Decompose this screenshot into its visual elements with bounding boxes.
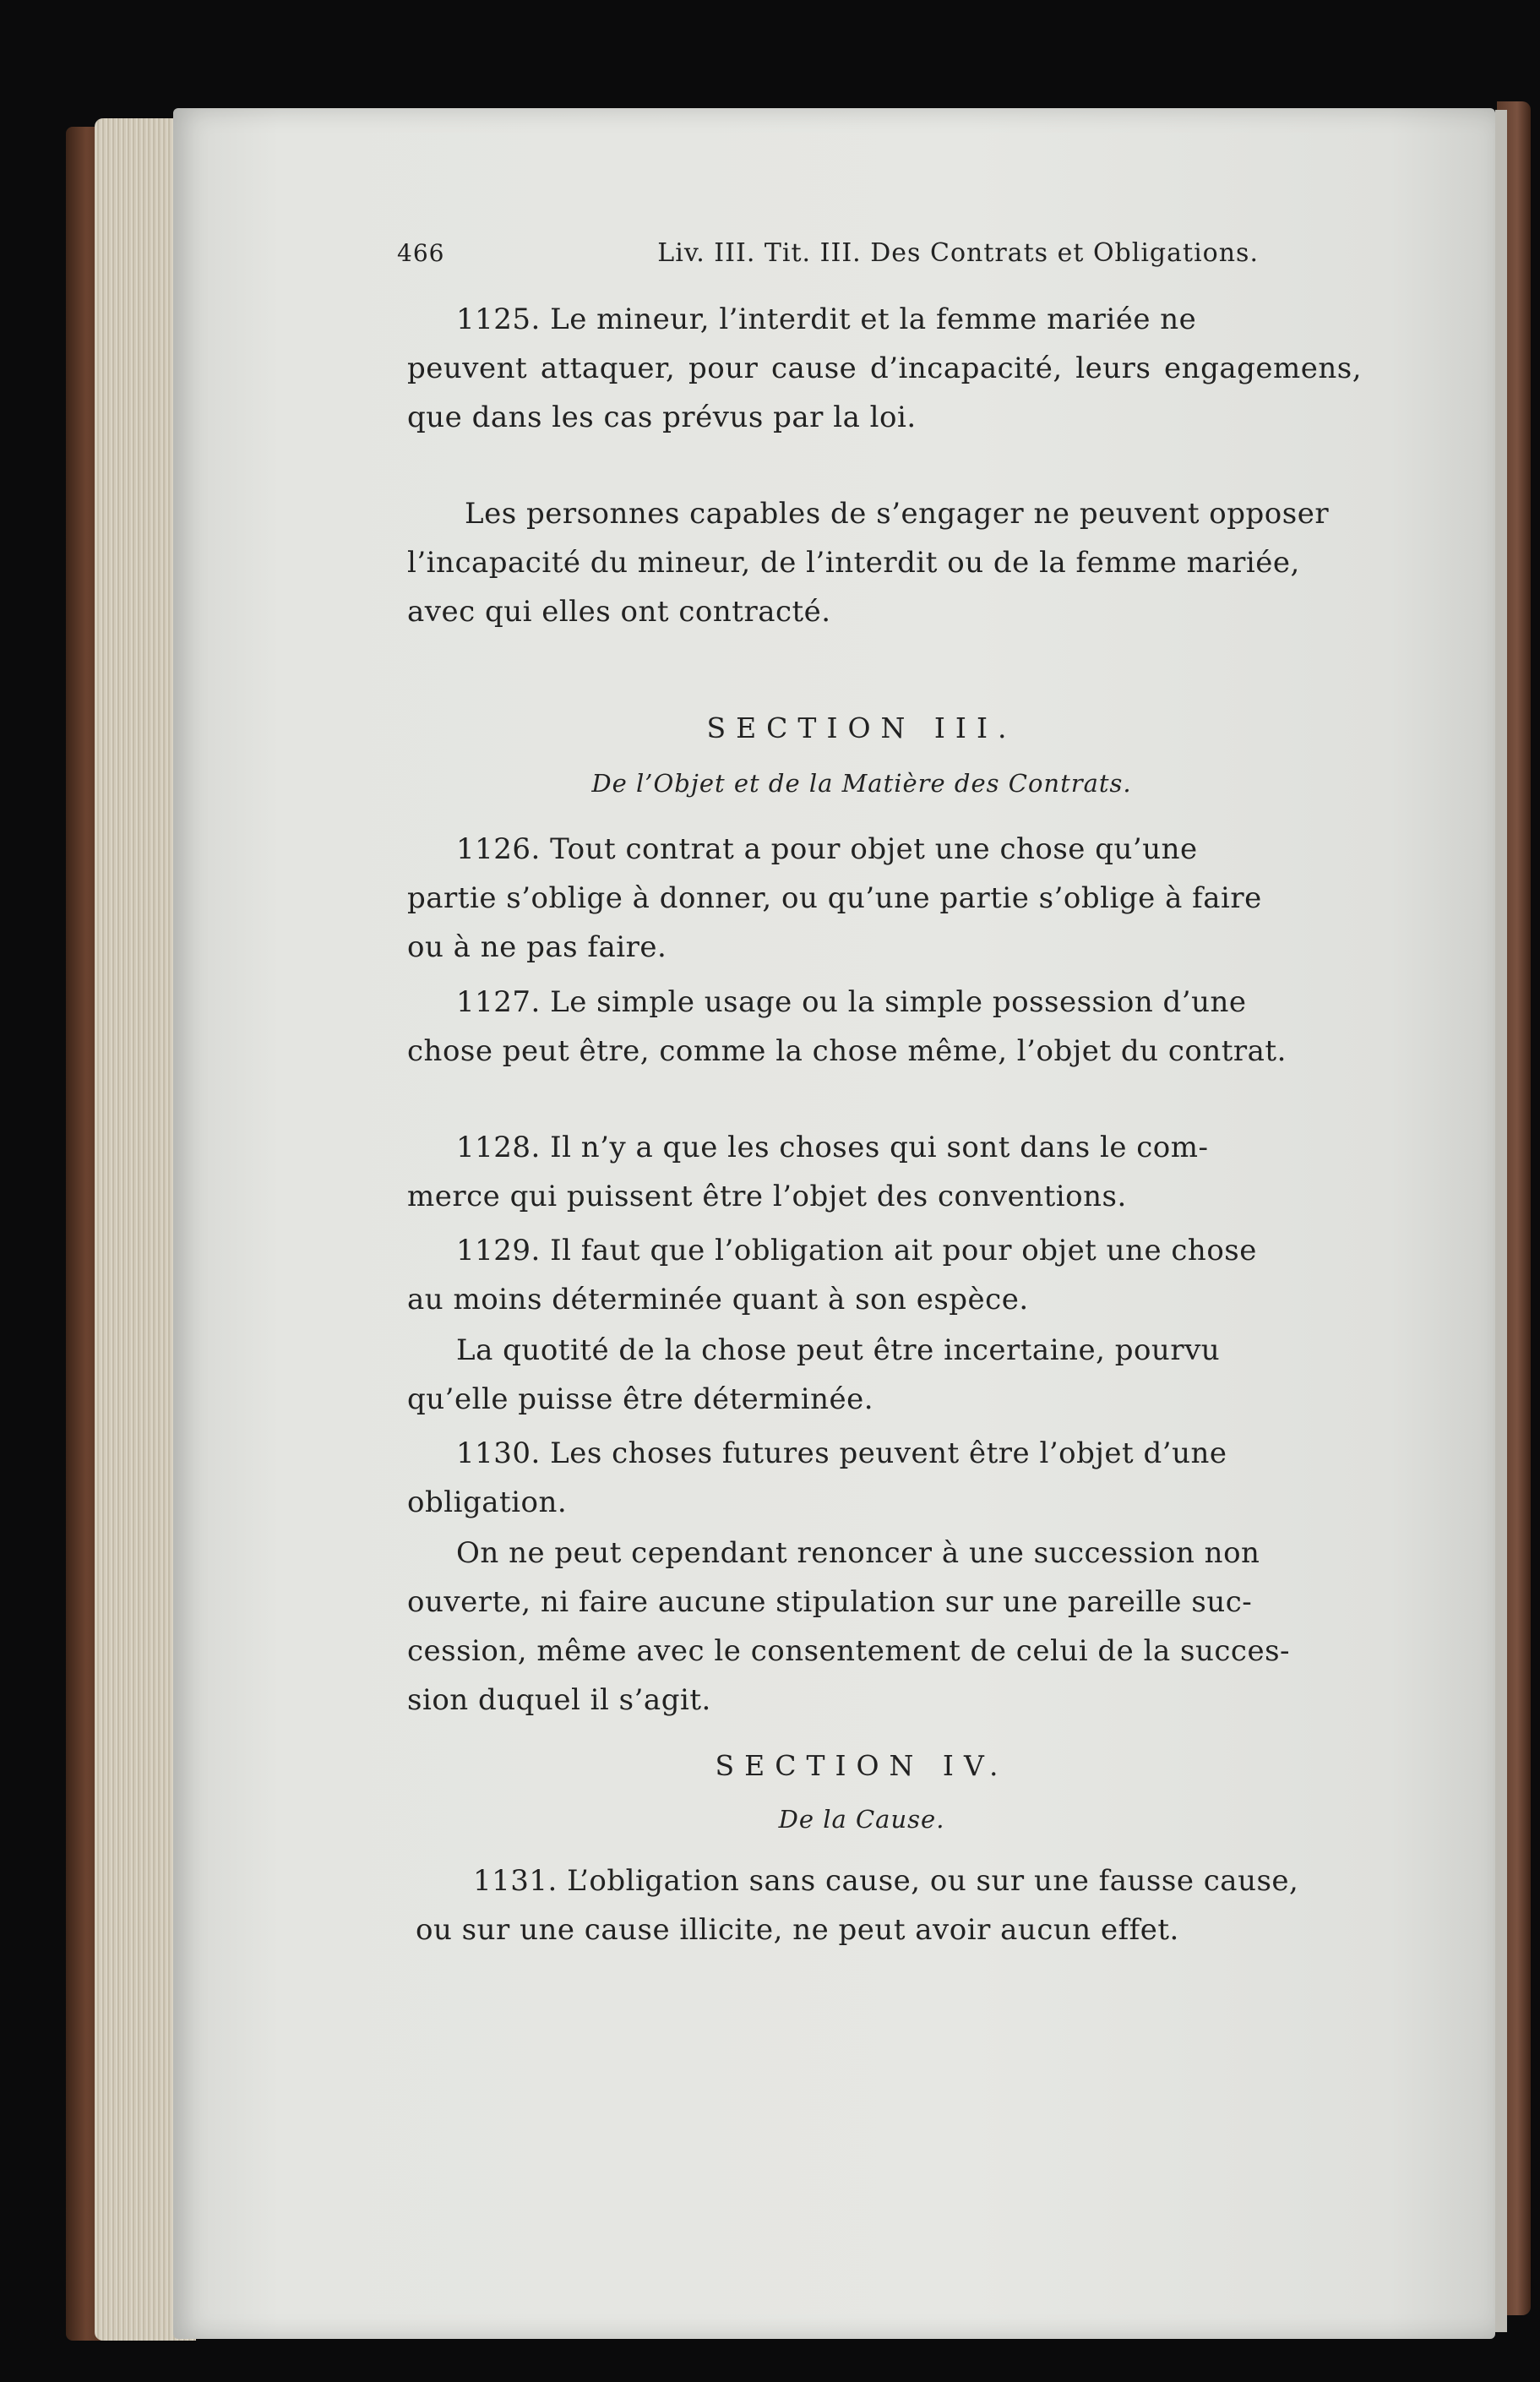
text-line: 1128. Il n’y a que les choses qui sont dans le com- <box>456 1131 1209 1164</box>
text-line: sion duquel il s’agit. <box>407 1683 711 1717</box>
section-subtitle: De l’Objet et de la Matière des Contrats. <box>591 769 1132 798</box>
text-line: chose peut être, comme la chose même, l’objet du contrat. <box>407 1034 1287 1068</box>
text-line: qu’elle puisse être déterminée. <box>407 1382 874 1416</box>
text-line: La quotité de la chose peut être incertaine, pourvu <box>456 1333 1221 1367</box>
text-line: ouverte, ni faire aucune stipulation sur une pareille suc- <box>407 1585 1253 1619</box>
text-line: On ne peut cependant renoncer à une succession non <box>456 1536 1260 1570</box>
text-line: que dans les cas prévus par la loi. <box>407 401 917 434</box>
text-line: merce qui puissent être l’objet des conventions. <box>407 1180 1127 1213</box>
text-line: 1130. Les choses futures peuvent être l’objet d’une <box>456 1436 1227 1470</box>
text-line: peuvent attaquer, pour cause d’incapacité, leurs engagemens, <box>407 352 1362 385</box>
text-line: ou à ne pas faire. <box>407 930 667 964</box>
text-line: 1125. Le mineur, l’interdit et la femme mariée ne <box>456 303 1197 336</box>
running-title: Liv. III. Tit. III. Des Contrats et Obligations. <box>657 238 1259 268</box>
section-heading: SECTION IV. <box>715 1749 1009 1782</box>
text-line: avec qui elles ont contracté. <box>407 595 831 629</box>
text-line: au moins déterminée quant à son espèce. <box>407 1283 1029 1316</box>
text-line: 1126. Tout contrat a pour objet une chose qu’une <box>456 832 1198 866</box>
page-number: 466 <box>397 239 445 267</box>
section-heading: SECTION III. <box>706 711 1017 744</box>
text-line: 1131. L’obligation sans cause, ou sur une fausse cause, <box>473 1864 1299 1898</box>
text-line: partie s’oblige à donner, ou qu’une partie s’oblige à faire <box>407 881 1262 915</box>
text-line: obligation. <box>407 1485 568 1519</box>
text-line: Les personnes capables de s’engager ne peuvent opposer <box>465 497 1330 531</box>
text-line: 1127. Le simple usage ou la simple possession d’une <box>456 985 1247 1019</box>
text-line: ou sur une cause illicite, ne peut avoir aucun effet. <box>416 1913 1179 1947</box>
text-line: l’incapacité du mineur, de l’interdit ou de la femme mariée, <box>407 546 1300 580</box>
text-line: cession, même avec le consentement de celui de la succes- <box>407 1634 1291 1668</box>
text-line: 1129. Il faut que l’obligation ait pour objet une chose <box>456 1234 1257 1267</box>
section-subtitle: De la Cause. <box>778 1805 945 1834</box>
running-header <box>397 238 1259 268</box>
